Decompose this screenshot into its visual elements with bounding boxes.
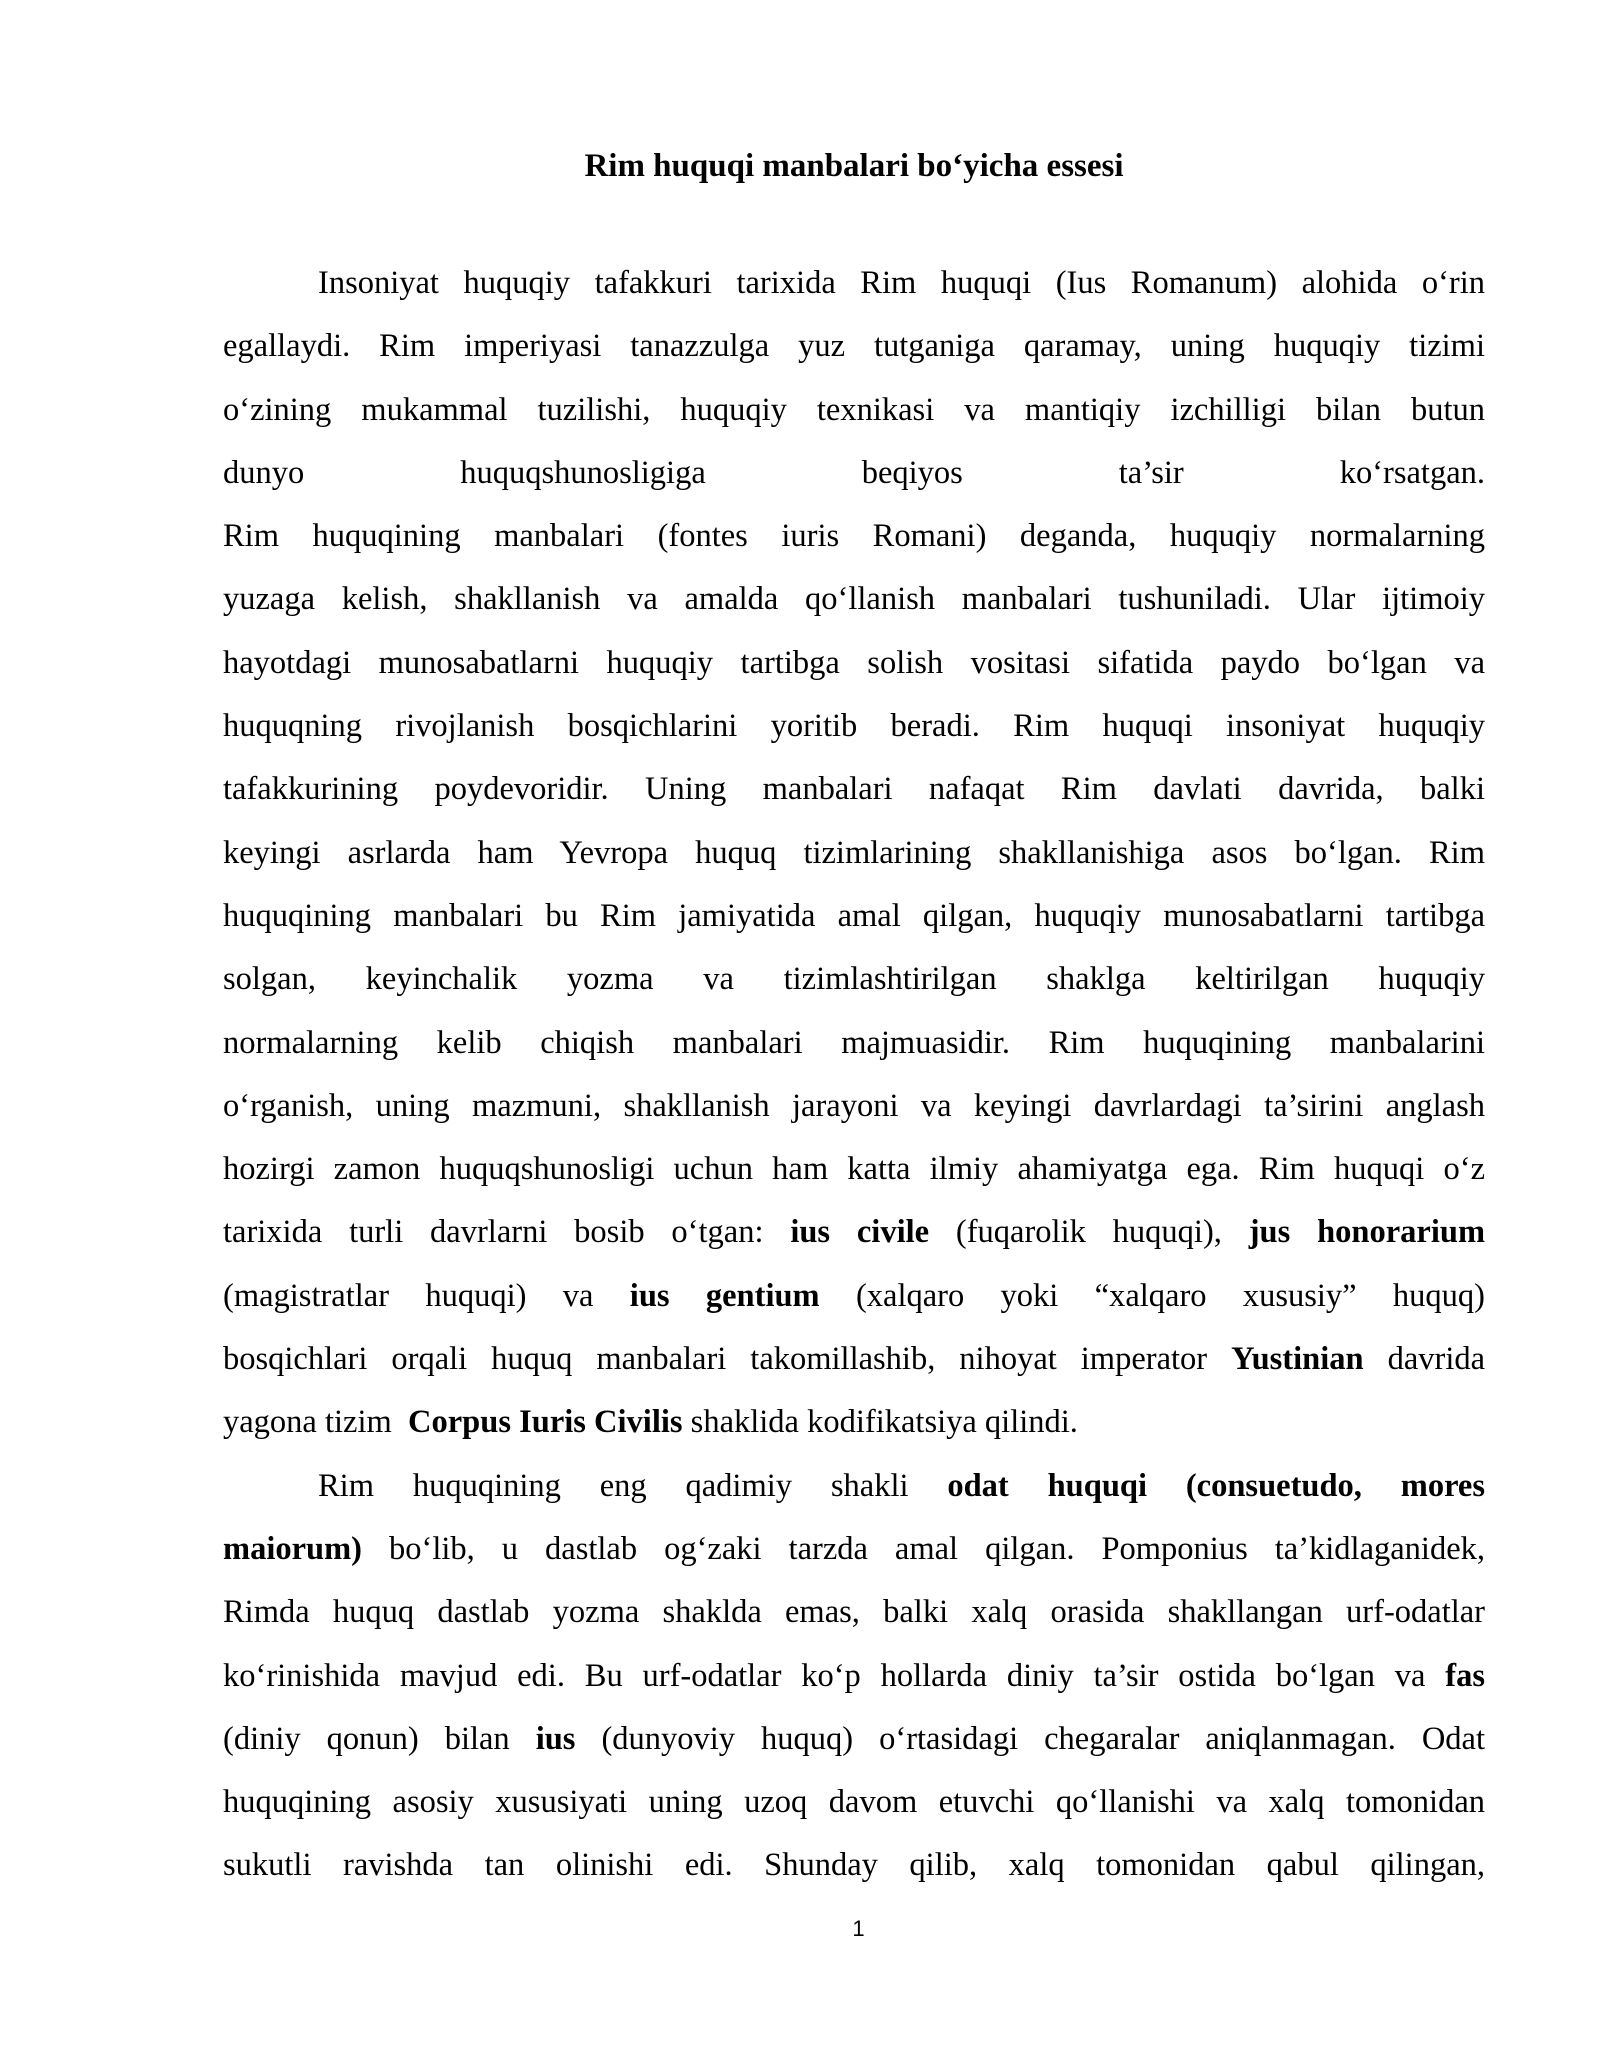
paragraph-line: hozirgi zamon huquqshunosligi uchun ham katta ilmiy ahamiyatga ega. Rim huquqi o‘z xyxy=(223,1151,1485,1188)
line-text: yagona tizim xyxy=(223,1404,392,1441)
paragraph-line xyxy=(223,1328,1485,1391)
paragraph-line: solgan, keyinchalik yozma va tizimlashtirilgan shaklga keltirilgan huquqiy xyxy=(223,961,1485,998)
line-text: (diniy qonun) bilan xyxy=(223,1720,510,1757)
paragraph-line xyxy=(223,1391,1485,1454)
paragraph-line: huquqining manbalari bu Rim jamiyatida amal qilgan, huquqiy munosabatlarni tartibga xyxy=(223,897,1485,934)
paragraph-intro xyxy=(223,252,1485,1455)
term-ius-gentium: ius gentium xyxy=(629,1277,820,1314)
paragraph-line: keyingi asrlarda ham Yevropa huquq tizimlarining shakllanishiga asos bo‘lgan. Rim xyxy=(223,834,1485,871)
term-ius-civile: ius civile xyxy=(790,1214,930,1251)
paragraph-line: sukutli ravishda tan olinishi edi. Shunday qilib, xalq tomonidan qabul qilingan, xyxy=(223,1847,1485,1884)
paragraph-line: Rimda huquq dastlab yozma shaklda emas, balki xalq orasida shakllangan urf-odatlar xyxy=(223,1594,1485,1631)
line-text: davrida xyxy=(1387,1341,1486,1378)
paragraph-line: dunyo huquqshunosligiga beqiyos ta’sir ko‘rsatgan. xyxy=(223,454,1485,491)
paragraph-line: huquqning rivojlanish bosqichlarini yoritib beradi. Rim huquqi insoniyat huquqiy xyxy=(223,708,1485,745)
paragraph-line: egallaydi. Rim imperiyasi tanazzulga yuz tutganiga qaramay, uning huquqiy tizimi xyxy=(223,328,1485,365)
line-text: (magistratlar huquqi) va xyxy=(223,1277,594,1314)
paragraph-line xyxy=(223,1645,1485,1708)
paragraph-line: Rim huquqining manbalari (fontes iuris Romani) deganda, huquqiy normalarning xyxy=(223,518,1485,555)
paragraph-line xyxy=(223,1265,1485,1328)
line-text: ko‘rinishida mavjud edi. Bu urf-odatlar ko‘p hollarda diniy ta’sir ostida bo‘lgan va xyxy=(223,1657,1426,1694)
paragraph-line xyxy=(223,1201,1485,1264)
line-text: shaklida kodifikatsiya qilindi. xyxy=(690,1404,1078,1441)
document-title: Rim huquqi manbalari bo‘yicha essesi xyxy=(584,148,1124,184)
line-text: (fuqarolik huquqi), xyxy=(955,1214,1222,1251)
paragraph-line: normalarning kelib chiqish manbalari majmuasidir. Rim huquqining manbalarini xyxy=(223,1024,1485,1061)
term-ius: ius xyxy=(535,1720,576,1757)
line-text: bosqichlari orqali huquq manbalari takomillashib, nihoyat imperator xyxy=(223,1341,1208,1378)
paragraph-line: o‘rganish, uning mazmuni, shakllanish jarayoni va keyingi davrlardagi ta’sirini anglash xyxy=(223,1087,1485,1124)
term-jus-honorarium: jus honorarium xyxy=(1248,1214,1486,1251)
paragraph-line xyxy=(223,1708,1485,1771)
paragraph-line: yuzaga kelish, shakllanish va amalda qo‘llanish manbalari tushuniladi. Ular ijtimoiy xyxy=(223,581,1485,618)
term-odat-huquqi: odat huquqi (consuetudo, mores xyxy=(947,1467,1485,1504)
document-body xyxy=(223,252,1485,1898)
line-text: Rim huquqining eng qadimiy shakli xyxy=(318,1467,909,1504)
term-maiorum: maiorum) xyxy=(223,1530,362,1567)
paragraph-line xyxy=(223,1455,1485,1518)
paragraph-line: tafakkurining poydevoridir. Uning manbalari nafaqat Rim davlati davrida, balki xyxy=(223,771,1485,808)
line-text: tarixida turli davrlarni bosib o‘tgan: xyxy=(223,1214,764,1251)
paragraph-customary-law xyxy=(223,1455,1485,1898)
line-text: (dunyoviy huquq) o‘rtasidagi chegaralar aniqlanmagan. Odat xyxy=(601,1720,1485,1757)
paragraph-line: huquqining asosiy xususiyati uning uzoq davom etuvchi qo‘llanishi va xalq tomonidan xyxy=(223,1784,1485,1821)
line-text: bo‘lib, u dastlab og‘zaki tarzda amal qilgan. Pomponius ta’kidlaganidek, xyxy=(389,1530,1486,1567)
term-fas: fas xyxy=(1445,1657,1486,1694)
paragraph-line: Insoniyat huquqiy tafakkuri tarixida Rim huquqi (Ius Romanum) alohida o‘rin xyxy=(318,265,1485,301)
term-yustinian: Yustinian xyxy=(1231,1341,1364,1378)
term-corpus-iuris-civilis: Corpus Iuris Civilis xyxy=(408,1404,683,1441)
line-text: (xalqaro yoki “xalqaro xususiy” huquq) xyxy=(855,1277,1485,1314)
paragraph-line xyxy=(223,1518,1485,1581)
paragraph-line: hayotdagi munosabatlarni huquqiy tartibga solish vositasi sifatida paydo bo‘lgan va xyxy=(223,644,1485,681)
paragraph-line: o‘zining mukammal tuzilishi, huquqiy texnikasi va mantiqiy izchilligi bilan butun xyxy=(223,391,1485,428)
page-number: 1 xyxy=(852,1916,865,1941)
